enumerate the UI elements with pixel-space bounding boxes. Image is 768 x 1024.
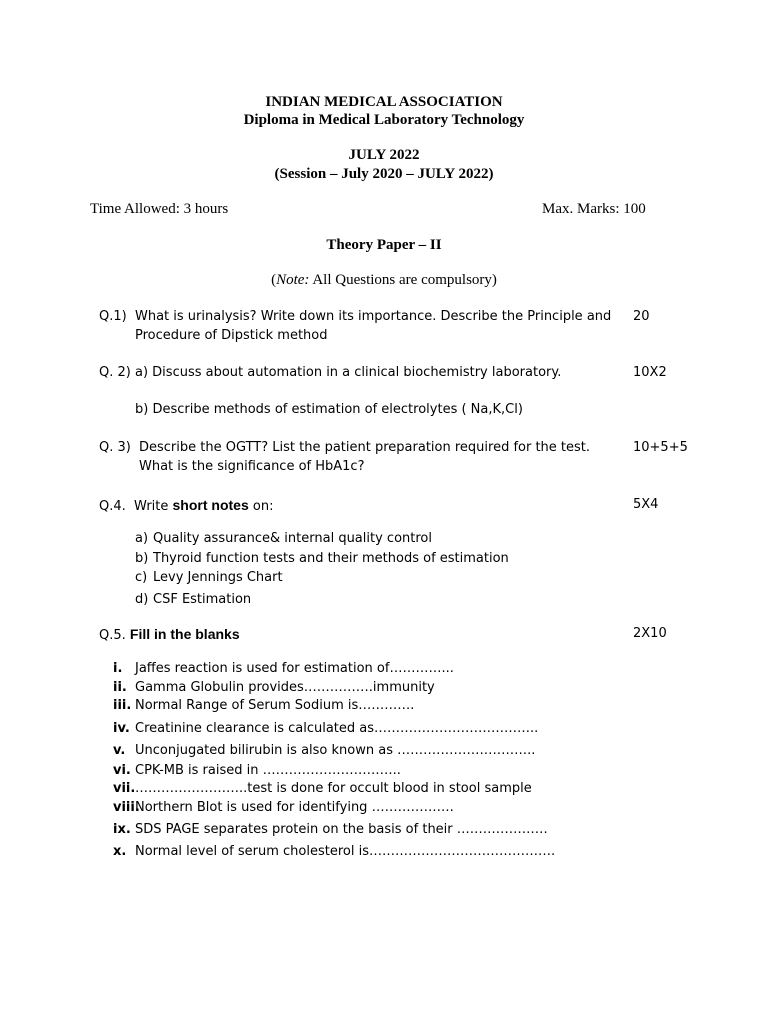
question-marks: 10+5+5 <box>633 440 688 455</box>
question-part-b: b) Describe methods of estimation of electrolytes ( Na,K,Cl) <box>135 402 523 417</box>
question-emphasis: short notes <box>172 497 249 513</box>
item-numeral: v. <box>113 743 126 758</box>
question-heading <box>99 497 273 514</box>
item-numeral: ix. <box>113 822 131 837</box>
question-emphasis: Fill in the blanks <box>129 626 240 642</box>
list-item-text: Quality assurance& internal quality control <box>153 531 432 546</box>
question-marks: 10X2 <box>633 365 667 380</box>
list-item-label: b) <box>135 551 149 566</box>
item-numeral: ii. <box>113 680 127 695</box>
question-heading <box>99 626 240 643</box>
item-numeral: vi. <box>113 763 131 778</box>
question-marks: 20 <box>633 309 650 324</box>
course-title: Diploma in Medical Laboratory Technology <box>243 112 525 128</box>
item-numeral: vii. <box>113 781 136 796</box>
exam-month: JULY 2022 <box>348 147 420 163</box>
max-marks: Max. Marks: 100 <box>542 201 646 217</box>
note-text: All Questions are compulsory) <box>309 272 497 288</box>
list-item-label: d) <box>135 592 149 607</box>
item-numeral: iii. <box>113 698 132 713</box>
paper-title: Theory Paper – II <box>326 237 442 253</box>
item-numeral: i. <box>113 661 123 676</box>
question-marks: 5X4 <box>633 497 659 512</box>
question-prefix: Write <box>134 499 173 514</box>
list-item-label: c) <box>135 570 148 585</box>
list-item-text: Levy Jennings Chart <box>153 570 283 585</box>
list-item-text: Thyroid function tests and their methods of estimation <box>153 551 509 566</box>
question-number: Q.4. <box>99 499 126 514</box>
note-label: Note: <box>276 272 310 288</box>
question-number: Q. 3) <box>99 440 131 455</box>
blank-item: Normal level of serum cholesterol is……………………………………. <box>135 844 556 859</box>
question-text: Procedure of Dipstick method <box>135 328 328 343</box>
question-number: Q.1) <box>99 309 127 324</box>
instruction-note <box>0 272 768 289</box>
blank-item: Creatinine clearance is calculated as……………………………….. <box>135 721 539 736</box>
item-numeral: iv. <box>113 721 130 736</box>
list-item-label: a) <box>135 531 149 546</box>
blank-item: Gamma Globulin provides…………….immunity <box>135 680 435 695</box>
question-number: Q. 2) <box>99 365 131 380</box>
question-text: Describe the OGTT? List the patient preparation required for the test. <box>139 440 591 455</box>
question-number: Q.5. <box>99 628 126 643</box>
org-title: INDIAN MEDICAL ASSOCIATION <box>265 94 503 110</box>
item-numeral: x. <box>113 844 127 859</box>
note-open: ( <box>271 272 277 288</box>
session-line: (Session – July 2020 – JULY 2022) <box>274 166 494 182</box>
time-allowed: Time Allowed: 3 hours <box>90 201 229 217</box>
question-text: What is urinalysis? Write down its importance. Describe the Principle and <box>135 309 612 324</box>
blank-item: Unconjugated bilirubin is also known as ………………………….. <box>135 743 536 758</box>
list-item-text: CSF Estimation <box>153 592 252 607</box>
question-text: What is the significance of HbA1c? <box>139 459 365 474</box>
blank-item: CPK-MB is raised in ………………………….. <box>135 763 401 778</box>
question-marks: 2X10 <box>633 626 667 641</box>
question-suffix: on: <box>248 499 274 514</box>
blank-item: ……………………..test is done for occult blood in stool sample <box>135 781 532 796</box>
blank-item: Northern Blot is used for identifying ………………. <box>135 800 454 815</box>
item-numeral: viii. <box>113 800 140 815</box>
blank-item: SDS PAGE separates protein on the basis of their ………………… <box>135 822 548 837</box>
question-part-a: a) Discuss about automation in a clinical biochemistry laboratory. <box>135 365 562 380</box>
blank-item: Jaffes reaction is used for estimation of…………... <box>135 661 454 676</box>
blank-item: Normal Range of Serum Sodium is…………. <box>135 698 415 713</box>
